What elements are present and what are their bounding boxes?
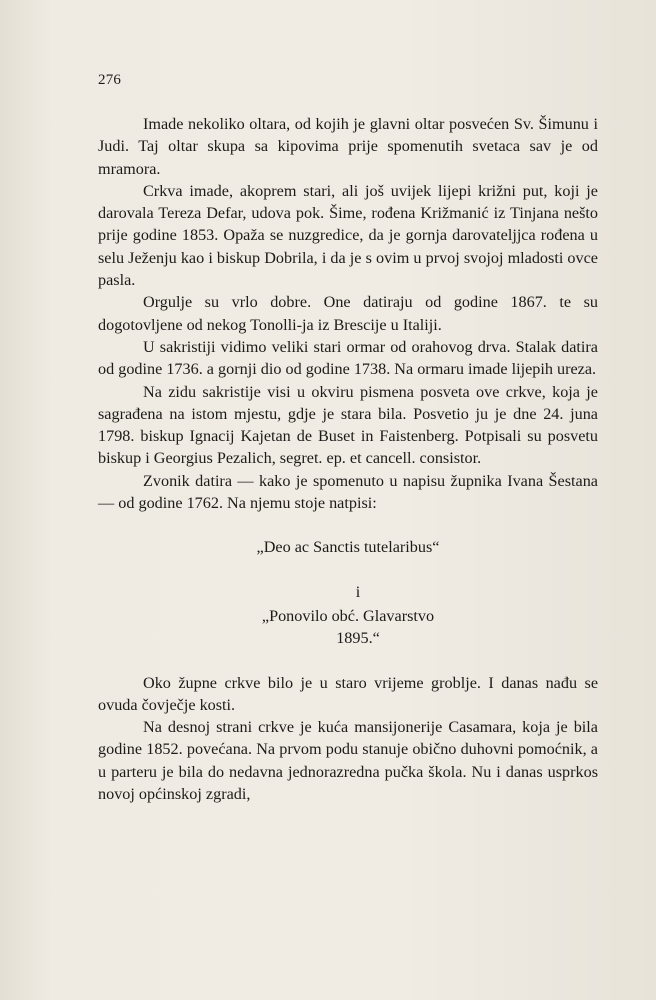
inscription-line-4: 1895.“	[336, 629, 380, 648]
paragraph-bell-tower: Zvonik datira — kako je spomenuto u napisu župnika Ivana Šestana — od godine 1762. Na njemu stoje natpisi:	[98, 471, 598, 513]
paragraph-altars: Imade nekoliko oltara, od kojih je glavni oltar posvećen Sv. Šimunu i Judi. Taj oltar skupa sa kipovima prije spomenutih svetaca sav je od mramora.	[98, 115, 598, 178]
paragraph-way-of-cross: Crkva imade, akoprem stari, ali još uvijek lijepi križni put, koji je darovala Tereza Defar, udova pok. Šime, rođena Križmanić iz Tinjana nešto prije godine 1853. Opaža se nuzgredice, da je gornja darovateljjca rođena u selu Ježenju kao i biskup Dobrila, i da je s ovim u prvoj svojoj mladosti ovce pasla.	[98, 181, 598, 290]
inscription-line-2: i	[355, 582, 361, 601]
paragraph-house: Na desnoj strani crkve je kuća mansijonerije Casamara, koja je bila godine 1852. povećana. Na prvom podu stanuje obično duhovni pomoćnik, a u parteru je bila do nedavna jednorazredna pučka škola. Nu i danas usprkos novoj općinskoj zgradi,	[98, 718, 598, 804]
paragraph-graveyard: Oko župne crkve bilo je u staro vrijeme groblje. I danas nađu se ovuda čovječje kosti.	[98, 673, 598, 714]
paragraph-sacristy: U sakristiji vidimo veliki stari ormar od orahovog drva. Stalak datira od godine 1736. a gornji dio od godine 1738. Na ormaru imade lijepih ureza.	[98, 337, 598, 379]
paragraph-consecration: Na zidu sakristije visi u okviru pismena posveta ove crkve, koja je sagrađena na istom mjestu, gdje je stara bila. Posvetio ju je dne 24. juna 1798. biskup Ignacij Kajetan de Buset in Faistenberg. Potpisali su posvetu biskup i Georgius Pezalich, segret. ep. et cancell. consistor.	[98, 382, 598, 468]
inscription-line-1: „Deo ac Sanctis tutelaribus“	[256, 538, 440, 557]
page-number: 276	[98, 72, 122, 88]
inscription-line-3: „Ponovilo obć. Glavarstvo	[261, 606, 435, 625]
paragraph-organ: Orgulje su vrlo dobre. One datiraju od godine 1867. te su dogotovljene od nekog Tonolli-ja iz Brescije u Italiji.	[98, 293, 598, 334]
body-text	[98, 113, 598, 805]
